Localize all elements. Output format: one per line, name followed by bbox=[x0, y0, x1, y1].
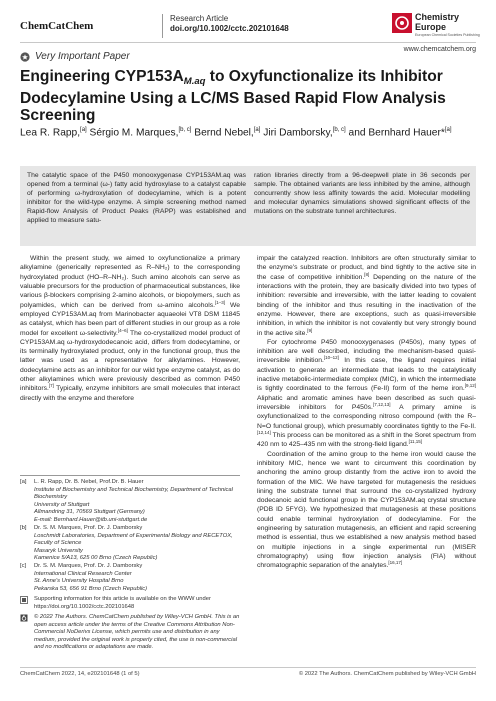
doi-link[interactable]: doi.org/10.1002/cctc.202101648 bbox=[170, 24, 289, 33]
vip-badge-icon bbox=[20, 52, 30, 62]
footer-copyright: © 2022 The Authors. ChemCatChem published by Wiley-VCH GmbH bbox=[298, 671, 476, 677]
body-text: The co-crystallized model product of CYP153AM.aq ω-hydroxydodecanoic acid, differs from dodecylamine, or its terminally hydroxylated product, only in the functional group, thus the latter was used as a representative for alkylamines. However, dodecylamine acts as an inhibitor for our wild type enzyme catalyst, as do other alkylamines which were previously described as common P450 inhibitors. bbox=[20, 329, 240, 393]
journal-website[interactable]: www.chemcatchem.org bbox=[403, 46, 476, 53]
header-divider bbox=[162, 14, 163, 38]
author-2: Sérgio M. Marques, bbox=[86, 127, 179, 139]
author-1-affil: [a] bbox=[80, 127, 87, 133]
body-column-left bbox=[20, 254, 240, 403]
author-3: Bernd Nebel, bbox=[191, 127, 254, 139]
body-text: Aliphatic and aromatic amines have been described as such quasi-irreversible inhibitors for P450s. bbox=[257, 394, 476, 411]
license-note bbox=[20, 614, 240, 652]
author-3-affil: [a] bbox=[253, 127, 261, 133]
body-text: For cytochrome P450 monooxygenases (P450s), many types of inhibition are well described, including the mechanism-based quasi-irreversible inhibition. bbox=[257, 338, 476, 365]
author-4: Jiri Damborsky, bbox=[260, 127, 333, 139]
citation-link[interactable]: [10–12] bbox=[323, 355, 339, 361]
author-2-affil: [b, c] bbox=[178, 127, 192, 133]
affiliation-a bbox=[20, 479, 240, 525]
citation-link[interactable]: [7,12,13] bbox=[372, 401, 391, 407]
article-title bbox=[20, 68, 476, 124]
body-column-right bbox=[257, 254, 476, 571]
affiliation-address: Masaryk University bbox=[34, 547, 83, 554]
title-part1: Engineering CYP153A bbox=[20, 68, 184, 85]
body-text: This process can be monitored as a shift in the Soret spectrum from 420 nm to 425–435 nm with the strong-field ligand. bbox=[257, 431, 476, 449]
supporting-info-icon bbox=[20, 596, 28, 604]
body-paragraph bbox=[257, 450, 476, 571]
license-text: © 2022 The Authors. ChemCatChem published by Wiley-VCH GmbH. This is an open access article under the terms of the Creative Commons Attribution Non-Commercial NoDerivs License, which permits use and distribution in any medium, provided the original work is properly cited, the use is non-commercial and no modifications or adaptations are made. bbox=[34, 614, 240, 651]
author-4-affil: [b, c] bbox=[332, 127, 346, 133]
affiliation-address: Loschmidt Laboratories, Department of Experimental Biology and RECETOX, Faculty of Science bbox=[34, 532, 233, 547]
body-text: In this case, the ligand requires initial activation to generate an intermediate that leads to the catalytically inactive metabolic-intermediate complex (MIC), in which the intermediate is tightly coordinated to the ferrous (Fe-II) form of the heme iron. bbox=[257, 357, 476, 393]
title-part2: to Oxyfunctionalize its Inhibitor Dodecylamine Using a LC/MS Based Rapid Flow Analysis Screening bbox=[20, 68, 446, 124]
body-text: Typically, enzyme inhibitors are small molecules that interact directly with the enzyme and therefore bbox=[20, 385, 240, 402]
body-text: Coordination of the amino group to the heme iron would cause the inhibitory MIC, hence we want to circumvent this coordination by anchoring the amino group distantly from the active iron to avoid the formation of the MIC. We have targeted for mutagenesis the residues lining the substrate tunnel that surround the co-crystallized hydroxy dodecanoic acid functional group in the CYP153AM.aq crystal structure (PDB ID 5FYG). We hypothesized that mutagenesis at these positions could enable terminal hydroxylation of dodecylamine. For the engineering by saturation mutagenesis, an efficient and rapid screening method is essential, thus we established a new analysis method based on multiple injections in a single experimental run (MISER chromatography) using flow injection analysis (FIA) without chromatographic separation of the analytes. bbox=[257, 450, 476, 570]
citation-link[interactable]: [9,12] bbox=[464, 383, 476, 389]
author-list bbox=[20, 123, 476, 141]
body-text: We employed CYP153AM.aq from Marinobacter aquaeolei VT8 DSM 11845 as catalyst, which has been part of different studies in our group as a role model for excellent ω-selectivity. bbox=[20, 301, 240, 337]
affiliation-names: Dr. S. M. Marques, Prof. Dr. J. Damborsky bbox=[34, 563, 143, 569]
affiliation-c bbox=[20, 563, 240, 593]
affiliation-key: [a] bbox=[20, 479, 27, 485]
footnote-rule bbox=[20, 475, 240, 476]
body-text: A primary amine is oxyfunctionalized to the corresponding nitroso compound (with the R–N=O functional group), which presumably coordinates tightly to the Fe-II. bbox=[257, 404, 476, 430]
citation-link[interactable]: [11,15] bbox=[408, 439, 423, 444]
author-1: Lea R. Rapp, bbox=[20, 127, 81, 139]
supporting-info-note bbox=[20, 596, 240, 611]
abstract-box bbox=[20, 166, 476, 246]
citation-link[interactable]: [1–3] bbox=[214, 299, 225, 305]
body-paragraph bbox=[20, 254, 240, 403]
abstract-left: The catalytic space of the P450 monooxygenase CYP153AM.aq was opened from a terminal (ω-) fatty acid hydroxylase to a catalyst capable of performing ω-hydroxylation of dodecylamine, which is a potent inhibitor for the wild-type enzyme. A simple screening method named Rapid-flow Analysis of Product Peaks (RAPP) was established and applied to measure satu- bbox=[27, 172, 246, 225]
body-text: impair the catalyzed reaction. Inhibitors are often structurally similar to the enzyme's substrate or product, and bind tightly to the active site in the case of competitive inhibition. bbox=[257, 255, 476, 281]
affiliation-key: [b] bbox=[20, 525, 27, 531]
body-paragraph bbox=[257, 338, 476, 450]
corresponding-email[interactable]: E-mail: Bernhard.Hauer@itb.uni-stuttgart.de bbox=[34, 516, 148, 523]
citation-link[interactable]: [9] bbox=[307, 327, 313, 333]
title-subscript: M.aq bbox=[183, 76, 206, 87]
vip-label: Very Important Paper bbox=[35, 51, 130, 62]
open-access-icon bbox=[20, 614, 28, 622]
supporting-info-text[interactable]: Supporting information for this article is available on the WWW under https://doi.org/10.1002/cctc.202101648 bbox=[34, 596, 211, 610]
article-type: Research Article bbox=[170, 14, 229, 23]
affiliation-key: [c] bbox=[20, 563, 27, 569]
author-5: and Bernhard Hauer* bbox=[345, 127, 445, 139]
affiliation-address: International Clinical Research Center bbox=[34, 570, 132, 577]
abstract-right: ration libraries directly from a 96-deepwell plate in 36 seconds per sample. The obtained variants are less inhibited by the amine, although concurrently show less affinity towards the acid. Molecular modelling and molecular dynamics simulations showed significant effects of the mutations on the substrate tunnel architectures. bbox=[254, 172, 470, 216]
body-text: Depending on the nature of the interactions with the protein, they are basically divided into two types of inhibition: reversible and irreversible, with the latter leading to covalent binding of the inhibitor and thus resulting in the inactivation of the enzyme. However, there are exceptions, such as quasi-irreversible inhibition, in which the inhibitor is not covalently but very strongly bound in the active site. bbox=[257, 273, 477, 337]
logo-line2: Europe bbox=[415, 22, 447, 32]
citation-link[interactable]: [16,17] bbox=[388, 560, 403, 566]
logo-line3: European Chemical Societies Publishing bbox=[415, 33, 480, 37]
journal-name: ChemCatChem bbox=[20, 20, 94, 32]
affiliation-address: Kamenice 5/A13, 625 00 Brno (Czech Republic) bbox=[34, 555, 158, 562]
body-paragraph bbox=[257, 254, 476, 338]
header-rule bbox=[20, 42, 476, 43]
affiliation-address: Institute of Biochemistry and Technical Biochemistry, Department of Technical Biochemistry bbox=[34, 486, 233, 501]
affiliation-names: L. R. Rapp, Dr. B. Nebel, Prof.Dr. B. Hauer bbox=[34, 479, 144, 485]
affiliation-address: University of Stuttgart bbox=[34, 501, 90, 508]
affiliation-address: Pekarska 53, 656 91 Brno (Czech Republic) bbox=[34, 585, 148, 592]
page-header bbox=[0, 0, 496, 44]
chemistry-europe-logo-icon bbox=[392, 13, 412, 33]
affiliation-address: St. Anne's University Hospital Brno bbox=[34, 578, 124, 585]
citation-link[interactable]: [7] bbox=[48, 383, 54, 389]
publisher-logo[interactable] bbox=[392, 12, 484, 38]
author-5-affil: [a] bbox=[444, 127, 452, 133]
logo-line1: Chemistry bbox=[415, 12, 460, 22]
citation-link[interactable]: [12,14] bbox=[257, 429, 271, 435]
affiliation-address: Allmandring 31, 70569 Stuttgart (Germany) bbox=[34, 509, 145, 516]
affiliation-names: Dr. S. M. Marques, Prof. Dr. J. Damborsky bbox=[34, 525, 143, 531]
footer-rule bbox=[20, 667, 476, 668]
footer-citation: ChemCatChem 2022, 14, e202101648 (1 of 5) bbox=[20, 671, 140, 677]
citation-link[interactable]: [4–6] bbox=[117, 327, 128, 333]
body-text: Within the present study, we aimed to oxyfunctionalize a primary alkylamine (generically represented as R–NH₂) to the corresponding hydroxylated product (HO–R–NH₂). Such amino alcohols can serve as valuable precursors for the production of pharmaceutical substances, like various β-blockers comprising 2-amino alcohols, or biopolymers, such as polyamides, which can be derived from ω-amino alcohols. bbox=[20, 255, 240, 309]
affiliation-b bbox=[20, 525, 240, 563]
citation-link[interactable]: [8] bbox=[364, 271, 370, 277]
